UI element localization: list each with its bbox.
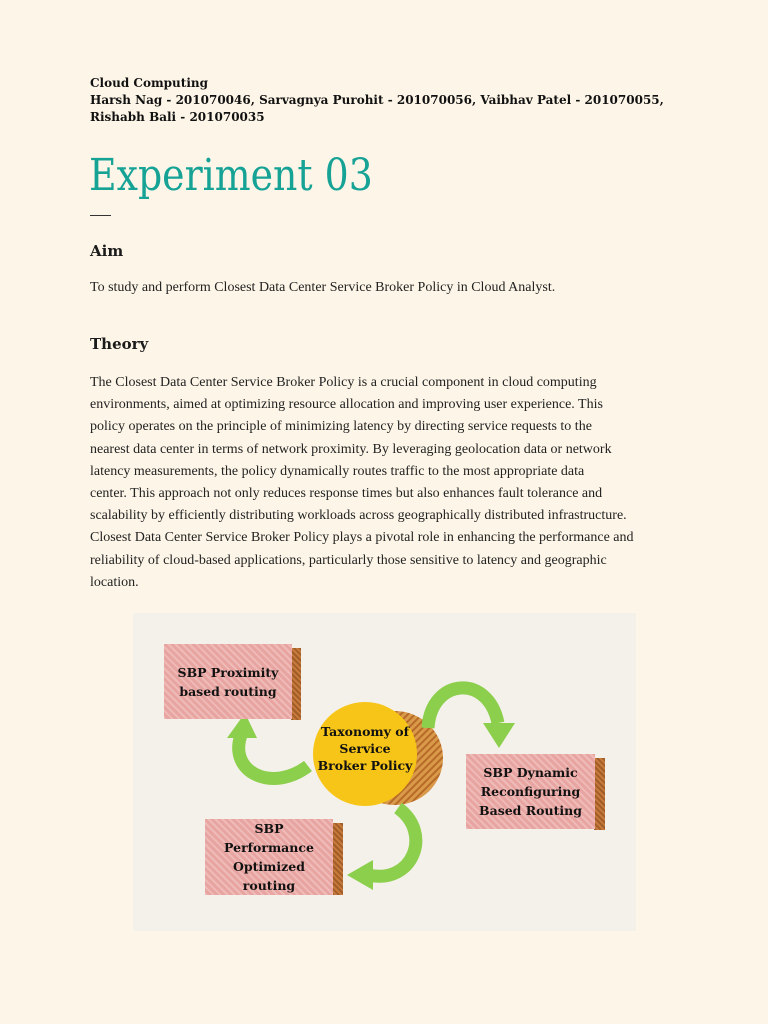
course-name: Cloud Computing xyxy=(90,76,208,90)
theory-line: nearest data center in terms of network proximity. By leveraging geolocation data or network xyxy=(90,441,612,457)
dynamic-box-side xyxy=(594,758,605,830)
authors-line-1: Harsh Nag - 201070046, Sarvagnya Purohit - 201070056, Vaibhav Patel - 201070055, xyxy=(90,93,664,107)
theory-line: location. xyxy=(90,574,139,590)
theory-line: The Closest Data Center Service Broker Policy is a crucial component in cloud computing xyxy=(90,375,597,390)
aim-heading: Aim xyxy=(90,242,124,260)
performance-line-1: SBP xyxy=(254,821,284,836)
aim-text: To study and perform Closest Data Center Service Broker Policy in Cloud Analyst. xyxy=(90,280,556,295)
theory-line: reliability of cloud-based applications, particularly those sensitive to latency and geographic xyxy=(90,552,607,568)
theory-line: scalability by efficiently distributing workloads across geographically distributed infrastructure. xyxy=(90,508,627,524)
theory-line: center. This approach not only reduces response times but also enhances fault tolerance and xyxy=(90,486,603,502)
performance-routing-box xyxy=(205,819,333,895)
performance-line-3: Optimized xyxy=(233,859,305,874)
proximity-routing-box xyxy=(164,644,292,719)
proximity-line-2: based routing xyxy=(179,683,277,699)
theory-line: policy operates on the principle of minimizing latency by directing service requests to the xyxy=(90,419,592,435)
dynamic-routing-box xyxy=(466,754,595,829)
dynamic-line-2: Reconfiguring xyxy=(480,784,581,799)
performance-line-4: routing xyxy=(242,878,296,893)
arrow-to-proximity-icon xyxy=(227,713,308,778)
center-circle-label xyxy=(310,723,420,774)
arrow-to-performance-icon xyxy=(347,808,416,890)
theory-line: latency measurements, the policy dynamically routes traffic to the most appropriate data xyxy=(90,463,585,479)
proximity-line-1: SBP Proximity xyxy=(177,664,279,680)
center-line-2: Service xyxy=(339,741,391,756)
center-line-3: Broker Policy xyxy=(317,758,413,773)
title-divider xyxy=(90,215,111,216)
dynamic-line-3: Based Routing xyxy=(479,803,582,818)
document-header xyxy=(90,75,690,126)
arrow-to-dynamic-icon xyxy=(428,688,515,748)
page-title: Experiment 03 xyxy=(89,150,373,201)
theory-paragraph xyxy=(90,372,690,594)
performance-line-2: Performance xyxy=(224,840,314,855)
taxonomy-diagram xyxy=(133,613,636,931)
dynamic-line-1: SBP Dynamic xyxy=(483,765,578,780)
center-line-1: Taxonomy of xyxy=(321,724,409,739)
theory-heading: Theory xyxy=(90,335,149,353)
proximity-box-side xyxy=(291,648,301,720)
theory-line: environments, aimed at optimizing resource allocation and improving user experience. This xyxy=(90,397,603,413)
theory-line: Closest Data Center Service Broker Policy plays a pivotal role in enhancing the performance and xyxy=(90,530,634,546)
authors-line-2: Rishabh Bali - 201070035 xyxy=(90,110,265,124)
performance-box-side xyxy=(332,823,343,895)
